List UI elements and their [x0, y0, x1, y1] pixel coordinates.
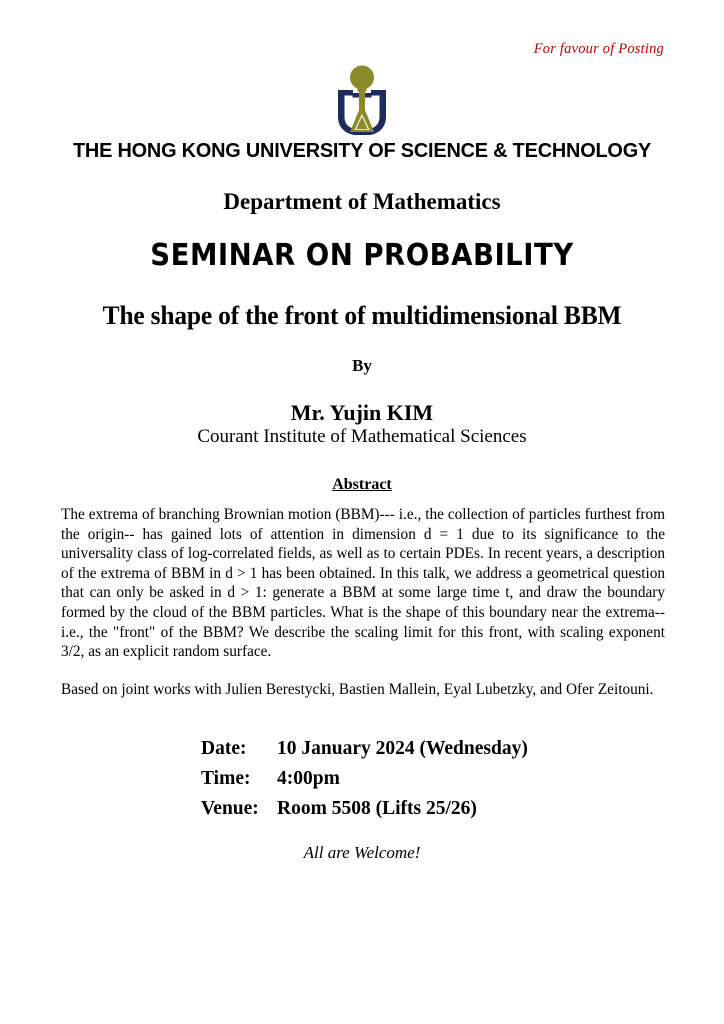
- welcome-message: All are Welcome!: [303, 843, 421, 862]
- university-name: THE HONG KONG UNIVERSITY OF SCIENCE & TECHNOLOGY: [72, 139, 652, 162]
- seminar-series-title: SEMINAR ON PROBABILITY: [150, 238, 574, 273]
- details-row-time: [201, 764, 528, 794]
- time-label: Time:: [201, 768, 251, 789]
- abstract-joint-works: Based on joint works with Julien Berestycki, Bastien Mallein, Eyal Lubetzky, and Ofer Zeitouni.: [61, 680, 654, 698]
- abstract-body: [61, 505, 665, 699]
- venue-value: Room 5508 (Lifts 25/26): [277, 798, 477, 819]
- department-name: Department of Mathematics: [223, 189, 501, 214]
- venue-label: Venue:: [201, 798, 259, 819]
- by-label: By: [352, 356, 372, 375]
- details-row-date: [201, 734, 528, 764]
- talk-title: The shape of the front of multidimensional BBM: [102, 300, 622, 330]
- date-value: 10 January 2024 (Wednesday): [277, 738, 528, 759]
- event-details: [201, 734, 528, 824]
- details-row-venue: [201, 794, 528, 824]
- abstract-heading-text: Abstract: [332, 476, 392, 493]
- speaker-name: Mr. Yujin KIM: [290, 400, 434, 425]
- hkust-logo-icon: [329, 64, 395, 136]
- abstract-heading: [0, 476, 724, 494]
- date-label: Date:: [201, 738, 247, 759]
- speaker-affiliation: Courant Institute of Mathematical Sciences: [197, 426, 527, 447]
- abstract-paragraph: The extrema of branching Brownian motion (BBM)--- i.e., the collection of particles furthest from the origin-- has gained lots of attention in dimension d = 1 due to its significance to the universality class of log-correlated fields, as well as to certain PDEs. In recent years, a description of the extrema of BBM in d > 1 has been obtained. In this talk, we address a geometrical question that can only be asked in d > 1: generate a BBM at some large time t, and draw the boundary formed by the cloud of the BBM particles. What is the shape of this boundary near the extrema-- i.e., the "front" of the BBM? We describe the scaling limit for this front, with scaling exponent 3/2, as an explicit random surface.: [61, 506, 665, 661]
- time-value: 4:00pm: [277, 768, 340, 789]
- posting-notice: For favour of Posting: [533, 41, 664, 57]
- logo-container: [0, 64, 724, 136]
